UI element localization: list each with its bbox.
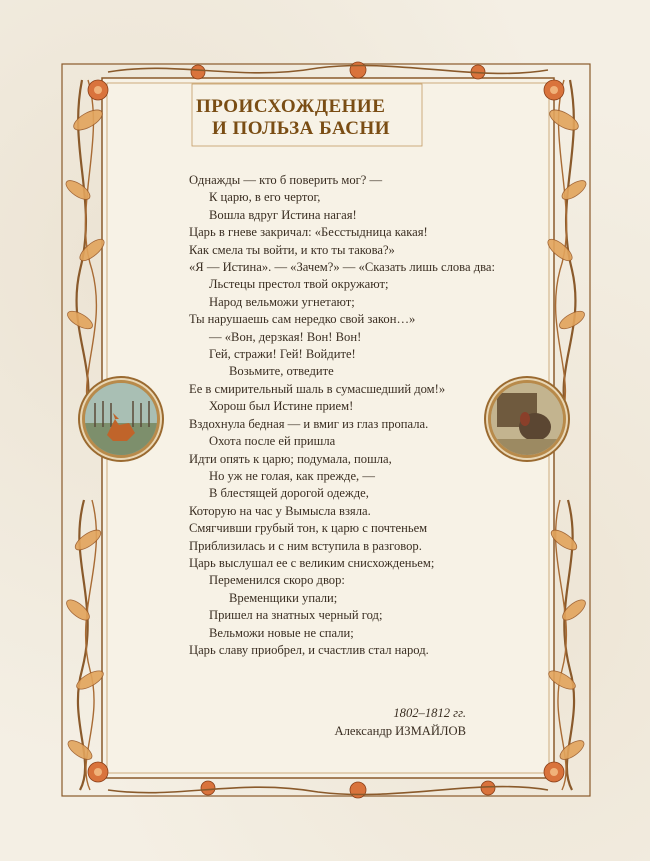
poem-line: Временщики упали; [229,590,338,605]
poem-line: Вошла вдруг Истина нагая! [209,207,357,222]
poem-line: Смягчивши грубый тон, к царю с почтеньем [189,521,428,536]
poem-line: К царю, в его чертог, [209,190,321,205]
poem-line: Переменился скоро двор: [209,573,345,588]
poem-line: Однажды — кто б поверить мог? — [189,173,383,187]
poem-line: Царь в гневе закричал: «Бесстыдница какая! [189,225,428,240]
poem-line: Ты нарушаешь сам нередко свой закон…» [189,312,416,327]
poem-line: Царь выслушал ее с великим снисхожденьем; [189,555,435,570]
signature-block [290,704,466,740]
poem-line: Хорош был Истине прием! [209,399,354,414]
poem-line: Идти опять к царю; подумала, пошла, [189,451,392,466]
poem-line: Вельможи новые не спали; [209,625,354,640]
poem-line: Гей, стражи! Гей! Войдите! [209,347,356,362]
poem-line: Возьмите, отведите [229,364,334,379]
poem-text [189,172,529,659]
title-line-1: ПРОИСХОЖДЕНИЕ [196,96,386,117]
poem-line: Народ вельможи угнетают; [209,294,355,309]
poem-line: — «Вон, дерзкая! Вон! Вон! [209,329,362,344]
fox-medallion-icon [82,380,160,458]
poem-line: Которую на час у Вымысла взяла. [189,503,371,518]
poem-line: Царь славу приобрел, и счастлив стал народ. [189,642,429,657]
poem-line: «Я — Истина». — «Зачем?» — «Сказать лишь слова два: [189,260,495,275]
poem-line: В блестящей дорогой одежде, [209,486,369,501]
poem-line: Как смела ты войти, и кто ты такова?» [189,242,395,257]
title-line-2: И ПОЛЬЗА БАСНИ [212,118,390,139]
poem-line: Льстецы престол твой окружают; [209,277,389,292]
poem-line: Вздохнула бедная — и вмиг из глаз пропала. [189,416,429,431]
poem-date: 1802–1812 гг. [393,706,466,720]
poem-line: Пришел на знатных черный год; [209,608,383,623]
poem-line: Ее в смирительный шаль в сумасшедший дом!» [189,381,446,396]
poem-line: Приблизилась и с ним вступила в разговор. [189,538,422,553]
poem-author: Александр ИЗМАЙЛОВ [334,724,466,738]
poem-line: Охота после ей пришла [209,434,336,449]
page-title [196,96,436,140]
poem-line: Но уж не голая, как прежде, — [209,468,375,483]
